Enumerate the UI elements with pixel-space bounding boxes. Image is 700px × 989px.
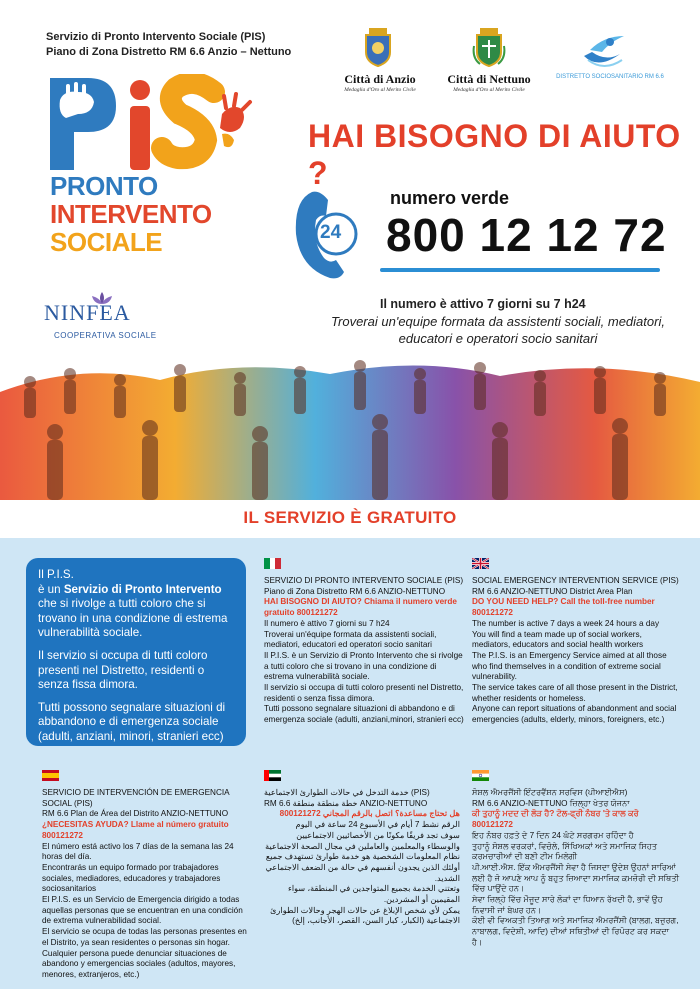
arabic-column xyxy=(264,788,460,927)
it-l5: Tutti possono segnalare situazioni di abbandono e di emergenza sociale (adulti, anziani,minori, stranieri ecc) xyxy=(264,704,464,725)
es-title: SERVICIO DE INTERVENCIÓN DE EMERGENCIA SOCIAL (PIS) xyxy=(42,788,230,808)
anzio-label: Città di Anzio xyxy=(344,72,416,86)
es-area: RM 6.6 Plan de Área del Distrito ANZIO-NETTUNO xyxy=(42,809,229,819)
crowd-illustration xyxy=(0,352,700,500)
pis-box-lead: Il P.I.S. xyxy=(38,568,74,581)
pis-box-p3: Tutti possono segnalare situazioni di abbandono e di emergenza sociale (adulti, anziani, minori, stranieri ecc) xyxy=(38,700,226,743)
pa-l1: ਇਹ ਨੰਬਰ ਹਫ਼ਤੇ ਦੇ 7 ਦਿਨ 24 ਘੰਟੇ ਸਰਗਰਮ ਰਹਿੰਦਾ ਹੈ xyxy=(472,830,634,840)
brand-sociale: SOCIALE xyxy=(50,227,163,257)
pa-l2: ਤੁਹਾਨੂੰ ਸੋਸ਼ਲ ਵਰਕਰਾਂ, ਵਿਚੋਲੇ, ਸਿੱਖਿਅਕਾਂ ਅਤੇ ਸਮਾਜਿਕ ਸਿਹਤ ਕਰਮਚਾਰੀਆਂ ਦੀ ਬਣੀ ਟੀਮ ਮਿਲੇਗੀ xyxy=(472,841,658,862)
nettuno-sub: Medaglia d'Oro al Merito Civile xyxy=(453,87,525,93)
es-help: ¿NECESITAS AYUDA? Llame al número gratuito 800121272 xyxy=(42,820,229,840)
it-l1: Il numero è attivo 7 giorni su 7 h24 xyxy=(264,618,390,628)
en-l1: The number is active 7 days a week 24 hours a day xyxy=(472,618,660,628)
pis-box-rest: che si rivolge a tutti coloro che si trovano in una condizione di estrema vulnerabilità sociale. xyxy=(38,597,228,640)
distretto-logo-icon xyxy=(580,30,628,72)
pa-help: ਕੀ ਤੁਹਾਨੂੰ ਮਦਦ ਦੀ ਲੋੜ ਹੈ? ਟੋਲ-ਫ੍ਰੀ ਨੰਬਰ 'ਤੇ ਕਾਲ ਕਰੋ 800121272 xyxy=(472,809,639,830)
pa-title: ਸੋਸ਼ਲ ਐਮਰਜੈਂਸੀ ਇੰਟਰਵੈਂਸ਼ਨ ਸਰਵਿਸ (ਪੀਆਈਐਸ) xyxy=(472,788,628,797)
en-help: DO YOU NEED HELP? Call the toll-free number 800121272 xyxy=(472,597,655,618)
headline: HAI BISOGNO DI AIUTO ? xyxy=(308,118,681,191)
ar-l3: نظام المعلومات الشخصية هو خدمة طوارئ تستهدف جميع أولئك الذين يجدون أنفسهم في حالة من الضعف الاجتماعي الشديد. xyxy=(265,852,460,883)
spain-flag-icon xyxy=(42,770,59,781)
availability-text: Il numero è attivo 7 giorni su 7 h24 xyxy=(380,297,586,311)
header-line-2: Piano di Zona Distretto RM 6.6 Anzio – Nettuno xyxy=(46,46,292,58)
phone-number[interactable]: 800 12 12 72 xyxy=(386,209,667,261)
en-l2: You will find a team made up of social workers, mediators, educators and social health workers xyxy=(472,629,644,650)
phone-underline xyxy=(380,268,660,272)
en-l5: Anyone can report situations of abandonment and social emergencies (adults, elderly, minors, foreigners, etc.) xyxy=(472,704,677,725)
en-title: SOCIAL EMERGENCY INTERVENTION SERVICE (PIS) xyxy=(472,576,679,585)
brand-intervento: INTERVENTO xyxy=(50,199,212,229)
india-flag-icon xyxy=(472,770,489,781)
it-area: Piano di Zona Distretto RM 6.6 ANZIO-NETTUNO xyxy=(264,586,446,596)
pis-summary-box xyxy=(26,558,246,746)
pa-area: RM 6.6 ANZIO-NETTUNO ਜ਼ਿਲ੍ਹਾ ਖੇਤਰ ਯੋਜਨਾ xyxy=(472,798,630,808)
uk-flag-icon xyxy=(472,558,489,569)
nettuno-crest-icon xyxy=(472,26,506,68)
ar-area: RM 6.6 خطة منطقة منطقة ANZIO-NETTUNO xyxy=(264,798,428,808)
ninfea-logo: NINFEA xyxy=(44,300,131,325)
ninfea-sub: COOPERATIVA SOCIALE xyxy=(54,331,157,340)
spanish-column xyxy=(42,788,250,981)
it-l3: Il P.I.S. è un Servizio di Pronto Intervento che si rivolge a tutti coloro che si trovano in una condizione di estrema vulnerabilità sociale. xyxy=(264,650,463,682)
team-text: Troverai un'equipe formata da assistenti sociali, mediatori, educatori e operatori socio sanitari xyxy=(331,314,665,346)
pa-l5: ਕੋਈ ਵੀ ਵਿਅਕਤੀ ਤਿਆਗ ਅਤੇ ਸਮਾਜਿਕ ਐਮਰਜੈਂਸੀ (ਬਾਲਗ, ਬਜ਼ੁਰਗ, ਨਾਬਾਲਗ, ਵਿਦੇਸ਼ੀ, ਆਦਿ) ਦੀਆਂ ਸਥਿਤੀਆਂ ਦੀ ਰਿਪੋਰਟ ਕਰ ਸਕਦਾ ਹੈ। xyxy=(472,916,679,947)
ar-l5: يمكن لأي شخص الإبلاغ عن حالات الهجر وحالات الطوارئ الاجتماعية (الكبار، كبار السن، القصر، الأجانب، إلخ) xyxy=(270,905,460,926)
en-l3: The P.I.S. is an Emergency Service aimed at all those who find themselves in a condition of extreme social vulnerability. xyxy=(472,650,667,682)
numero-verde-label: numero verde xyxy=(390,188,510,208)
punjabi-column xyxy=(472,788,680,949)
phone-24-badge: 24 xyxy=(320,222,342,243)
ar-help: هل تحتاج مساعدة؟ اتصل بالرقم المجاني 800121272 xyxy=(279,809,460,819)
pa-l4: ਸੇਵਾ ਜ਼ਿਲ੍ਹੇ ਵਿੱਚ ਮੌਜੂਦ ਸਾਰੇ ਲੋਕਾਂ ਦਾ ਧਿਆਨ ਰੱਖਦੀ ਹੈ, ਭਾਵੇਂ ਉਹ ਨਿਵਾਸੀ ਜਾਂ ਬੇਘਰ ਹਨ। xyxy=(472,895,663,915)
nettuno-label: Città di Nettuno xyxy=(447,72,531,86)
it-l2: Troverai un'équipe formata da assistenti sociali, mediatori, educatori ed operatori socio sanitari xyxy=(264,629,437,650)
ar-l1: الرقم نشط 7 أيام في الأسبوع 24 ساعة في اليوم xyxy=(295,820,460,830)
pis-box-p1 xyxy=(38,568,234,641)
ar-l2: سوف تجد فريقًا مكونًا من الأخصائيين الاجتماعيين والوسطاء والمعلمين والعاملين في مجال الصحة الاجتماعية xyxy=(265,830,460,851)
anzio-crest-icon xyxy=(361,26,395,68)
pa-l3: ਪੀ.ਆਈ.ਐਸ. ਇੱਕ ਐਮਰਜੈਂਸੀ ਸੇਵਾ ਹੈ ਜਿਸਦਾ ਉਦੇਸ਼ ਉਹਨਾਂ ਸਾਰਿਆਂ ਲਈ ਹੈ ਜੋ ਆਪਣੇ ਆਪ ਨੂੰ ਬਹੁਤ ਜ਼ਿਆਦਾ ਸਮਾਜਿਕ ਕਮਜ਼ੋਰੀ ਦੀ ਸਥਿਤੀ ਵਿੱਚ ਪਾਉਂਦੇ ਹਨ। xyxy=(472,862,680,894)
pis-box-p2: Il servizio si occupa di tutti coloro presenti nel Distretto, residenti o senza fissa dimora. xyxy=(38,648,208,692)
anzio-sub: Medaglia d'Oro al Merito Civile xyxy=(344,87,416,93)
brand-pronto: PRONTO xyxy=(50,171,158,201)
en-area: RM 6.6 ANZIO-NETTUNO District Area Plan xyxy=(472,586,633,596)
es-l4: El servicio se ocupa de todas las personas presentes en el Distrito, ya sean residentes o personas sin hogar. xyxy=(42,927,247,947)
es-l3: El P.I.S. es un Servicio de Emergencia dirigido a todas aquellas personas que se encuentran en una condición de extrema vulnerabilidad social. xyxy=(42,895,243,926)
it-l4: Il servizio si occupa di tutti coloro presenti nel Distretto, residenti o senza fissa dimora. xyxy=(264,683,464,703)
italian-column xyxy=(264,576,464,726)
header-line-1: Servizio di Pronto Intervento Sociale (PIS) xyxy=(46,31,266,43)
es-l1: El número está activo los 7 días de la semana las 24 horas del día. xyxy=(42,841,234,862)
pis-logo-icon xyxy=(44,74,254,174)
pis-box-bold: Servizio di Pronto Intervento xyxy=(63,582,222,596)
ar-title: خدمة التدخل في حالات الطوارئ الاجتماعية (PIS) xyxy=(264,788,430,797)
es-l2: Encontrarás un equipo formado por trabajadores sociales, mediadores, educadores y trabajadores sociosanitarios xyxy=(42,862,221,894)
ar-l4: وتعتني الخدمة بجميع المتواجدين في المنطقة، سواء المقيمين أو المشردين. xyxy=(287,884,460,905)
en-l4: The service takes care of all those present in the District, whether residents or homeless. xyxy=(472,683,678,703)
header-text xyxy=(46,30,291,60)
pis-box-pre: è un xyxy=(38,582,61,596)
it-title: SERVIZIO DI PRONTO INTERVENTO SOCIALE (PIS) xyxy=(264,576,464,585)
es-l5: Cualquier persona puede denunciar situaciones de abandono y emergencias sociales (adultos, mayores, menores, extranjeros, etc.) xyxy=(42,948,236,979)
uae-flag-icon xyxy=(264,770,281,781)
it-help: HAI BISOGNO DI AIUTO? Chiama il numero verde gratuito 800121272 xyxy=(264,597,457,618)
english-column xyxy=(472,576,680,726)
free-service-title: IL SERVIZIO È GRATUITO xyxy=(243,508,457,527)
distretto-label: DISTRETTO SOCIOSANITARIO RM 6.6 xyxy=(556,74,664,80)
italy-flag-icon xyxy=(264,558,281,569)
